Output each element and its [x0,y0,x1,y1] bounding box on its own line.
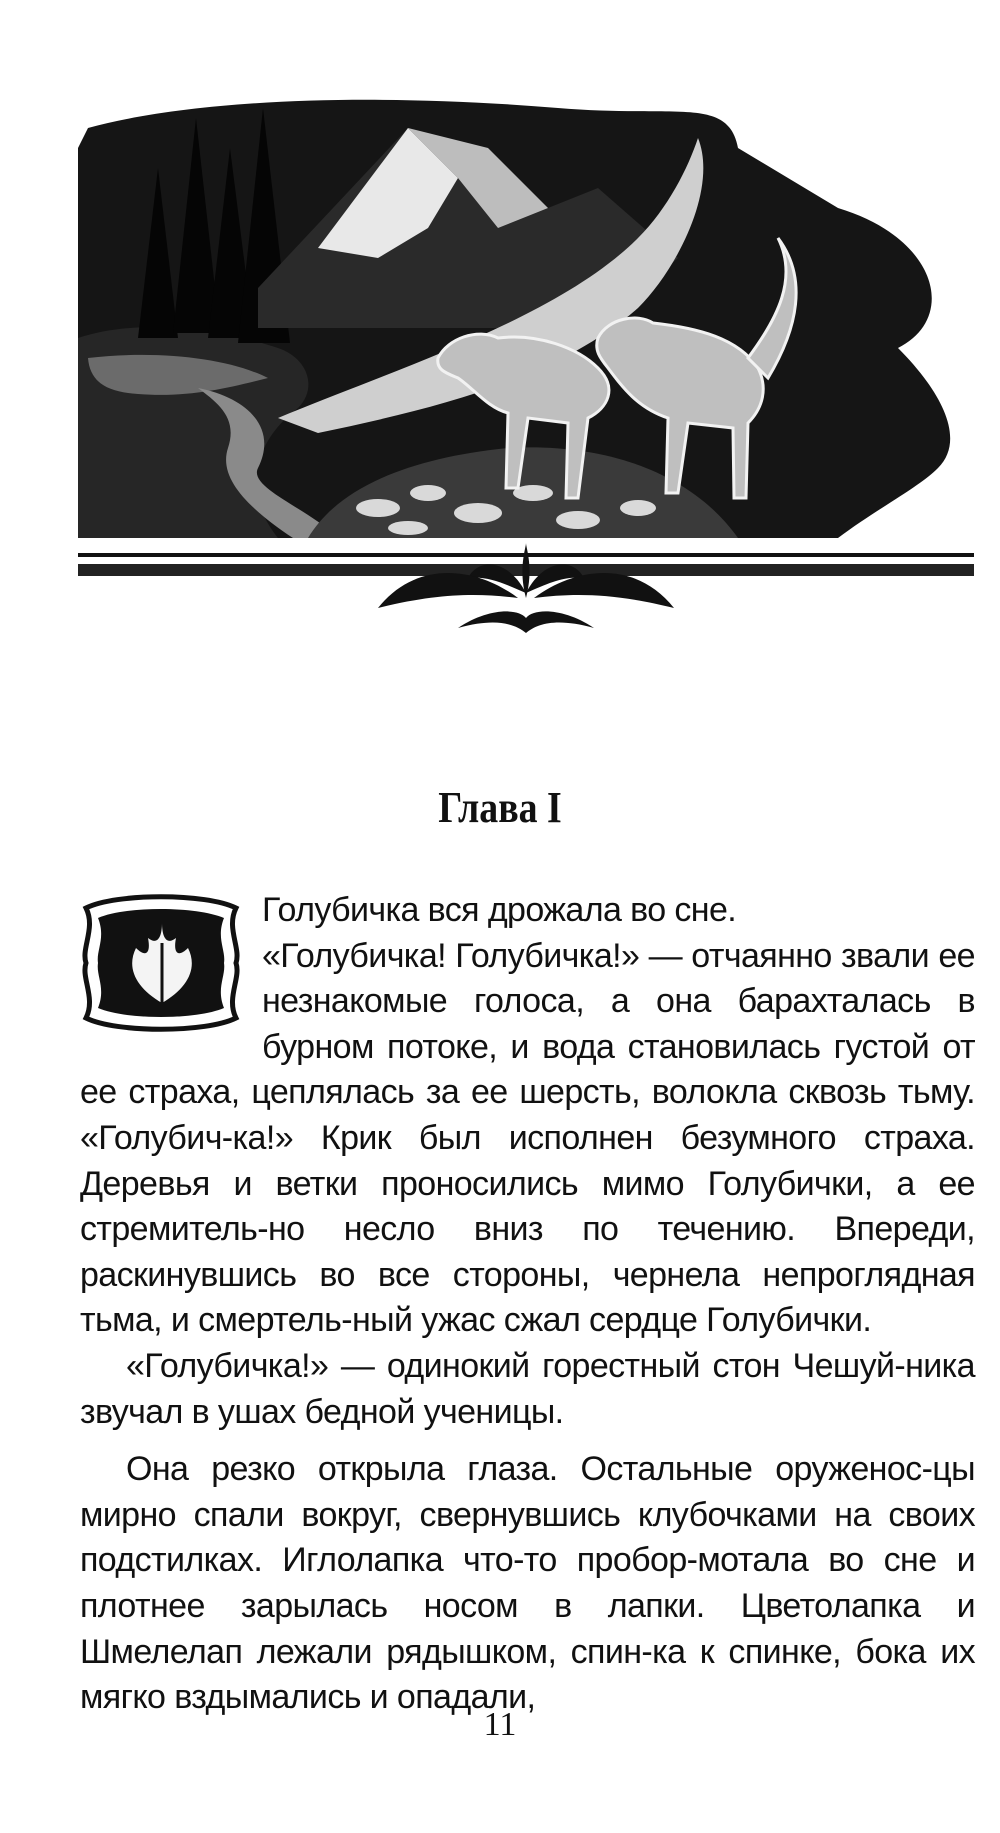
paragraph-3: Она резко открыла глаза. Остальные оруженос-цы мирно спали вокруг, свернувшись клубочками на своих подстилках. Иглолапка что-то пробор-мотала во сне и плотнее зарылась носом в лапки. Цветолапка и Шмелелап лежали рядышком, спин-ка к спинке, бока их мягко вздымались и опадали, [80,1450,975,1717]
chapter-title: Глава I [438,783,562,832]
paragraph-1-line-1: Голубичка вся дрожала во сне. [262,891,737,929]
leaf-cartouche-icon [76,888,248,1038]
paragraph-1-line-2: «Голубичка! Голубичка!» — отчаянно звали ее незнакомые голоса, а она барахталась в бурном потоке, и вода становилась густой от ее страха, цеплялась за ее шерсть, волокла сквозь тьму. «Голубич-ка!» Крик был исполнен безумного страха. Деревья и ветки проносились мимо Голубички, а ее стремитель-но несло вниз по течению. Впереди, раскинувшись во все стороны, чернела непроглядная тьма, и смертель-ный ужас сжал сердце Голубички. [80,936,975,1340]
paragraph-2: «Голубичка!» — одинокий горестный стон Чешуй-ника звучал в ушах бедной ученицы. [80,1346,975,1431]
chapter-illustration [78,88,974,658]
page-number: 11 [483,1706,517,1743]
chapter-text [80,888,975,1721]
forest-mountains-river-cats-engraving-icon [78,88,974,658]
